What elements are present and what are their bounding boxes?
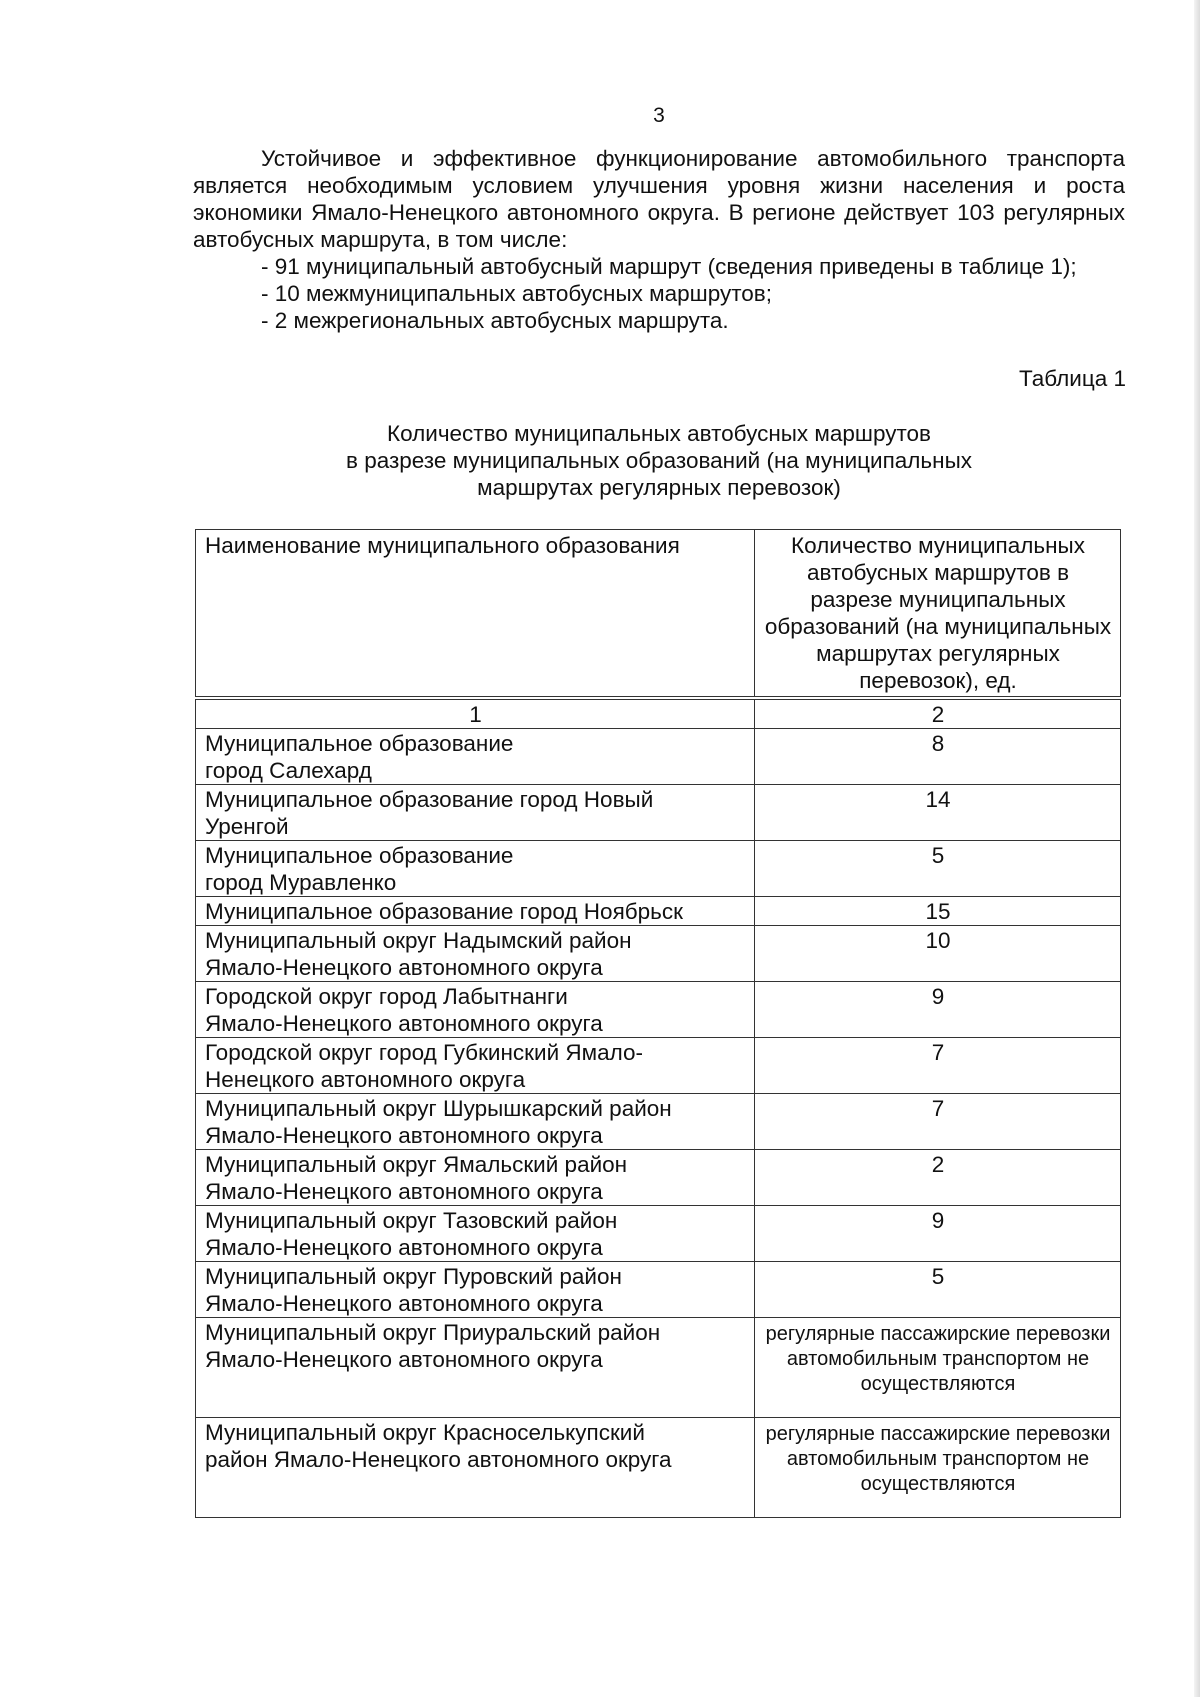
- route-count: 5: [755, 841, 1121, 897]
- column-number: 1: [196, 698, 755, 729]
- route-count: 7: [755, 1038, 1121, 1094]
- table-row: [196, 1418, 1121, 1518]
- route-count: 9: [755, 982, 1121, 1038]
- table-header-row: [196, 530, 1121, 699]
- route-count: 7: [755, 1094, 1121, 1150]
- table-row: [196, 729, 1121, 785]
- municipality-name: [196, 1038, 755, 1094]
- municipality-name-line: город Салехард: [205, 758, 372, 783]
- route-count: 15: [755, 897, 1121, 926]
- municipality-name: [196, 1206, 755, 1262]
- table-title-line: маршрутах регулярных перевозок): [477, 475, 841, 500]
- route-count: 9: [755, 1206, 1121, 1262]
- municipality-name-line: Ямало-Ненецкого автономного округа: [205, 1011, 603, 1036]
- municipality-name-line: город Муравленко: [205, 870, 397, 895]
- municipality-name-line: Ямало-Ненецкого автономного округа: [205, 1291, 603, 1316]
- municipality-name: [196, 1150, 755, 1206]
- header-route-count: Количество муниципальных автобусных маршрутов в разрезе муниципальных образований (на муниципальных маршрутах регулярных перевозок), ед.: [755, 530, 1121, 699]
- municipality-name-line: Ямало-Ненецкого автономного округа: [205, 1123, 603, 1148]
- municipality-name-line: Городской округ город Лабытнанги: [205, 984, 568, 1009]
- municipality-name: [196, 1418, 755, 1518]
- municipality-name-line: Муниципальный округ Ямальский район: [205, 1152, 628, 1177]
- page-number: 3: [653, 104, 665, 127]
- table-row: [196, 841, 1121, 897]
- table-row: [196, 1094, 1121, 1150]
- table-title: [193, 420, 1125, 501]
- municipality-name-line: Муниципальный округ Красноселькупский: [205, 1420, 645, 1445]
- municipality-name-line: Ямало-Ненецкого автономного округа: [205, 1179, 603, 1204]
- header-municipality-name: Наименование муниципального образования: [196, 530, 755, 699]
- intro-text: [193, 145, 1125, 334]
- table-row: [196, 1038, 1121, 1094]
- municipality-name-line: Ненецкого автономного округа: [205, 1067, 526, 1092]
- municipality-name: Муниципальное образование город Ноябрьск: [196, 897, 755, 926]
- route-count: 5: [755, 1262, 1121, 1318]
- municipality-name: [196, 1318, 755, 1418]
- column-number: 2: [755, 698, 1121, 729]
- municipality-name: [196, 729, 755, 785]
- column-number-row: [196, 698, 1121, 729]
- intro-paragraph: Устойчивое и эффективное функционирование автомобильного транспорта является необходимым условием улучшения уровня жизни населения и роста экономики Ямало-Ненецкого автономного округа. В регионе действует 103 регулярных автобусных маршрута, в том числе:: [193, 146, 1125, 252]
- municipality-name-line: Уренгой: [205, 814, 289, 839]
- municipality-name: [196, 1094, 755, 1150]
- municipality-name-line: Муниципальный округ Тазовский район: [205, 1208, 618, 1233]
- municipality-name-line: Муниципальное образование город Новый: [205, 787, 654, 812]
- municipality-name-line: Ямало-Ненецкого автономного округа: [205, 1347, 603, 1372]
- table-row: [196, 785, 1121, 841]
- municipality-name-line: Муниципальное образование: [205, 843, 514, 868]
- municipality-name-line: Муниципальный округ Надымский район: [205, 928, 632, 953]
- municipality-name-line: район Ямало-Ненецкого автономного округа: [205, 1447, 672, 1472]
- table-title-line: Количество муниципальных автобусных маршрутов: [387, 421, 931, 446]
- municipality-name: [196, 926, 755, 982]
- intro-list-item-municipal: - 91 муниципальный автобусный маршрут (сведения приведены в таблице 1);: [261, 254, 1077, 279]
- municipality-name-line: Городской округ город Губкинский Ямало-: [205, 1040, 644, 1065]
- table-row: [196, 1150, 1121, 1206]
- municipality-name-line: Ямало-Ненецкого автономного округа: [205, 1235, 603, 1260]
- scan-edge: [1194, 0, 1200, 1697]
- table-title-line: в разрезе муниципальных образований (на муниципальных: [345, 448, 972, 473]
- table-row: [196, 982, 1121, 1038]
- route-count: 2: [755, 1150, 1121, 1206]
- route-count: 10: [755, 926, 1121, 982]
- table-row: [196, 1262, 1121, 1318]
- municipality-name: [196, 1262, 755, 1318]
- municipality-name-line: Муниципальный округ Приуральский район: [205, 1320, 661, 1345]
- intro-list-item-interregional: - 2 межрегиональных автобусных маршрута.: [261, 308, 729, 333]
- routes-table: [195, 529, 1121, 1518]
- table-row: [196, 926, 1121, 982]
- municipality-name: [196, 841, 755, 897]
- route-count-note: регулярные пассажирские перевозки автомобильным транспортом не осуществляются: [755, 1418, 1121, 1518]
- municipality-name-line: Муниципальный округ Шурышкарский район: [205, 1096, 672, 1121]
- route-count: 14: [755, 785, 1121, 841]
- intro-list-item-intermunicipal: - 10 межмуниципальных автобусных маршрутов;: [261, 281, 772, 306]
- municipality-name-line: Муниципальное образование: [205, 731, 514, 756]
- route-count-note: регулярные пассажирские перевозки автомобильным транспортом не осуществляются: [755, 1318, 1121, 1418]
- municipality-name: [196, 785, 755, 841]
- table-row: [196, 1206, 1121, 1262]
- table-label: Таблица 1: [1019, 366, 1126, 391]
- table-row: [196, 897, 1121, 926]
- municipality-name: [196, 982, 755, 1038]
- municipality-name-line: Муниципальный округ Пуровский район: [205, 1264, 622, 1289]
- route-count: 8: [755, 729, 1121, 785]
- table-row: [196, 1318, 1121, 1418]
- municipality-name-line: Ямало-Ненецкого автономного округа: [205, 955, 603, 980]
